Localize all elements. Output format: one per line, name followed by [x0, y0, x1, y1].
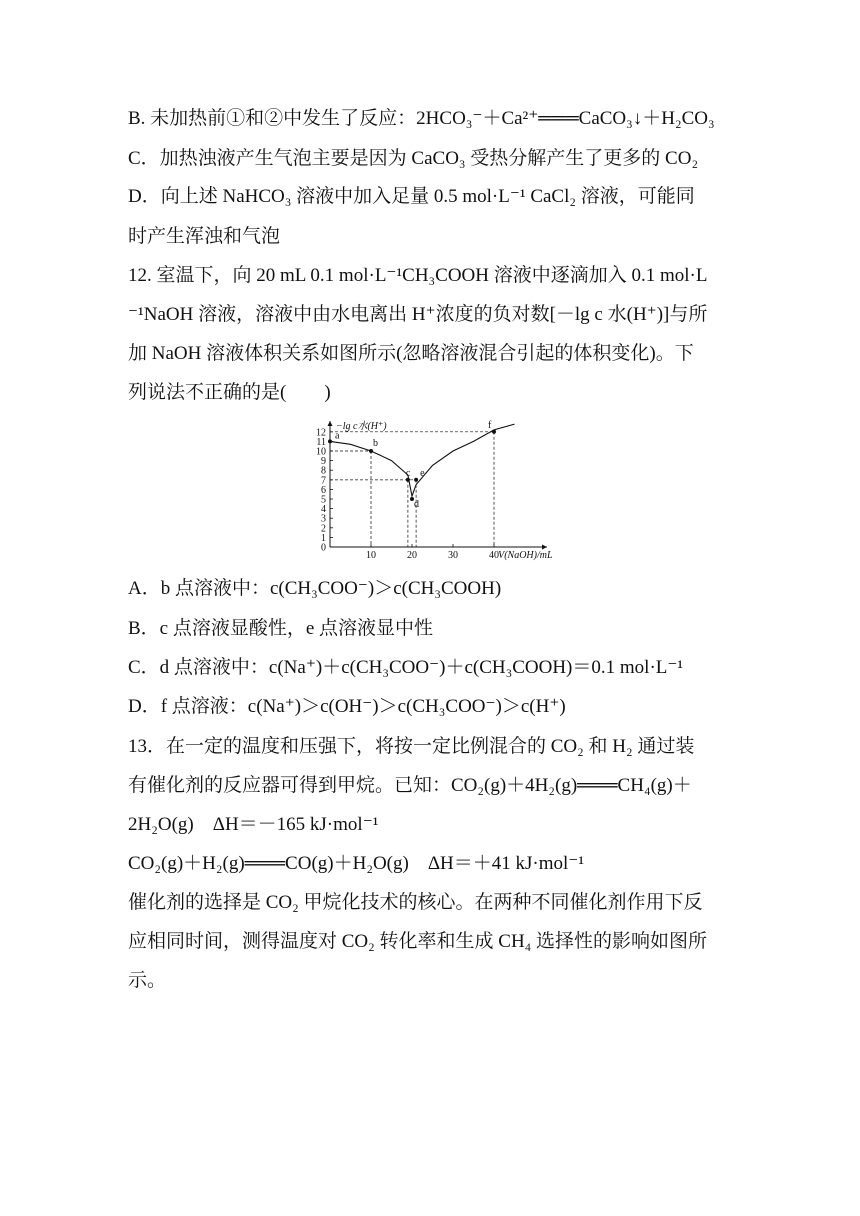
y-tick-label: 2	[321, 523, 326, 535]
option-a-12: A．b 点溶液中：c(CH₃COO⁻)＞c(CH₃COOH)	[128, 578, 502, 599]
option-d-11: D．向上述 NaHCO₃ 溶液中加入足量 0.5 mol·L⁻¹ CaCl₂ 溶液，可能同	[128, 186, 695, 207]
y-tick-label: 1	[321, 532, 326, 544]
point-label: b	[373, 438, 378, 449]
data-point	[369, 449, 373, 453]
option-c-12: C．d 点溶液中：c(Na⁺)＋c(CH₃COO⁻)＋c(CH₃COOH)＝0.1 mol·L⁻¹	[128, 657, 684, 678]
option-c-11: C．加热浊液产生气泡主要是因为 CaCO₃ 受热分解产生了更多的 CO₂	[128, 148, 699, 169]
x-tick-label: 40	[489, 550, 499, 561]
y-tick-label: 11	[316, 436, 326, 448]
y-tick-label: 3	[321, 513, 326, 525]
x-tick-label: 30	[448, 550, 458, 561]
data-point	[414, 478, 418, 482]
x-axis-arrow	[542, 545, 547, 550]
option-b-12: B．c 点溶液显酸性，e 点溶液显中性	[128, 618, 434, 639]
question-12-stem: 列说法不正确的是( )	[128, 382, 331, 403]
question-13-eq1: 2H₂O(g) ΔH＝－165 kJ·mol⁻¹	[128, 814, 379, 835]
question-13-stem: 13．在一定的温度和压强下，将按一定比例混合的 CO₂ 和 H₂ 通过装	[128, 736, 695, 757]
chart-svg	[306, 417, 556, 565]
y-tick-label: 5	[321, 494, 326, 506]
point-label: f	[488, 419, 492, 431]
x-axis-label: V(NaOH)/mL	[498, 550, 553, 561]
question-12-stem: ⁻¹NaOH 溶液，溶液中由水电离出 H⁺浓度的负对数[－lg c 水(H⁺)]与所	[128, 304, 708, 325]
series-line	[330, 424, 515, 496]
question-13-stem: 催化剂的选择是 CO₂ 甲烷化技术的核心。在两种不同催化剂作用下反	[128, 892, 703, 913]
y-tick-label: 4	[321, 504, 326, 516]
point-label: d	[414, 499, 419, 510]
y-tick-label: 0	[321, 542, 326, 554]
question-13-stem: 示。	[128, 970, 167, 991]
question-13-eq2: CO₂(g)＋H₂(g)═══CO(g)＋H₂O(g) ΔH＝＋41 kJ·mol⁻¹	[128, 853, 585, 874]
point-label: a	[335, 430, 340, 442]
option-d-12: D．f 点溶液：c(Na⁺)＞c(OH⁻)＞c(CH₃COO⁻)＞c(H⁺)	[128, 696, 566, 717]
y-tick-label: 12	[316, 427, 326, 439]
y-tick-label: 9	[321, 456, 326, 468]
point-label: e	[420, 467, 425, 479]
point-label: c	[405, 467, 411, 479]
y-tick-label: 8	[321, 465, 326, 477]
option-b-11: B. 未加热前①和②中发生了反应：2HCO₃⁻＋Ca²⁺═══CaCO₃↓＋H₂CO₃	[128, 108, 715, 129]
question-12-stem: 加 NaOH 溶液体积关系如图所示(忽略溶液混合引起的体积变化)。下	[128, 343, 694, 364]
y-tick-label: 7	[321, 475, 326, 487]
y-tick-label: 6	[321, 484, 326, 496]
y-tick-label: 10	[316, 446, 326, 458]
y-axis-label: −lg c水(H⁺)	[336, 421, 387, 432]
data-point	[328, 439, 332, 443]
question-12-stem: 12. 室温下，向 20 mL 0.1 mol·L⁻¹CH₃COOH 溶液中逐滴加入 0.1 mol·L	[128, 265, 708, 286]
question-13-stem: 有催化剂的反应器可得到甲烷。已知：CO₂(g)＋4H₂(g)═══CH₄(g)＋	[128, 775, 692, 796]
question-13-stem: 应相同时间，测得温度对 CO₂ 转化率和生成 CH₄ 选择性的影响如图所	[128, 931, 708, 952]
option-d-11-cont: 时产生浑浊和气泡	[128, 226, 281, 247]
titration-chart	[306, 417, 556, 565]
x-tick-label: 10	[366, 550, 376, 561]
y-axis-arrow	[328, 421, 333, 426]
x-tick-label: 20	[407, 550, 417, 561]
data-point	[492, 430, 496, 434]
